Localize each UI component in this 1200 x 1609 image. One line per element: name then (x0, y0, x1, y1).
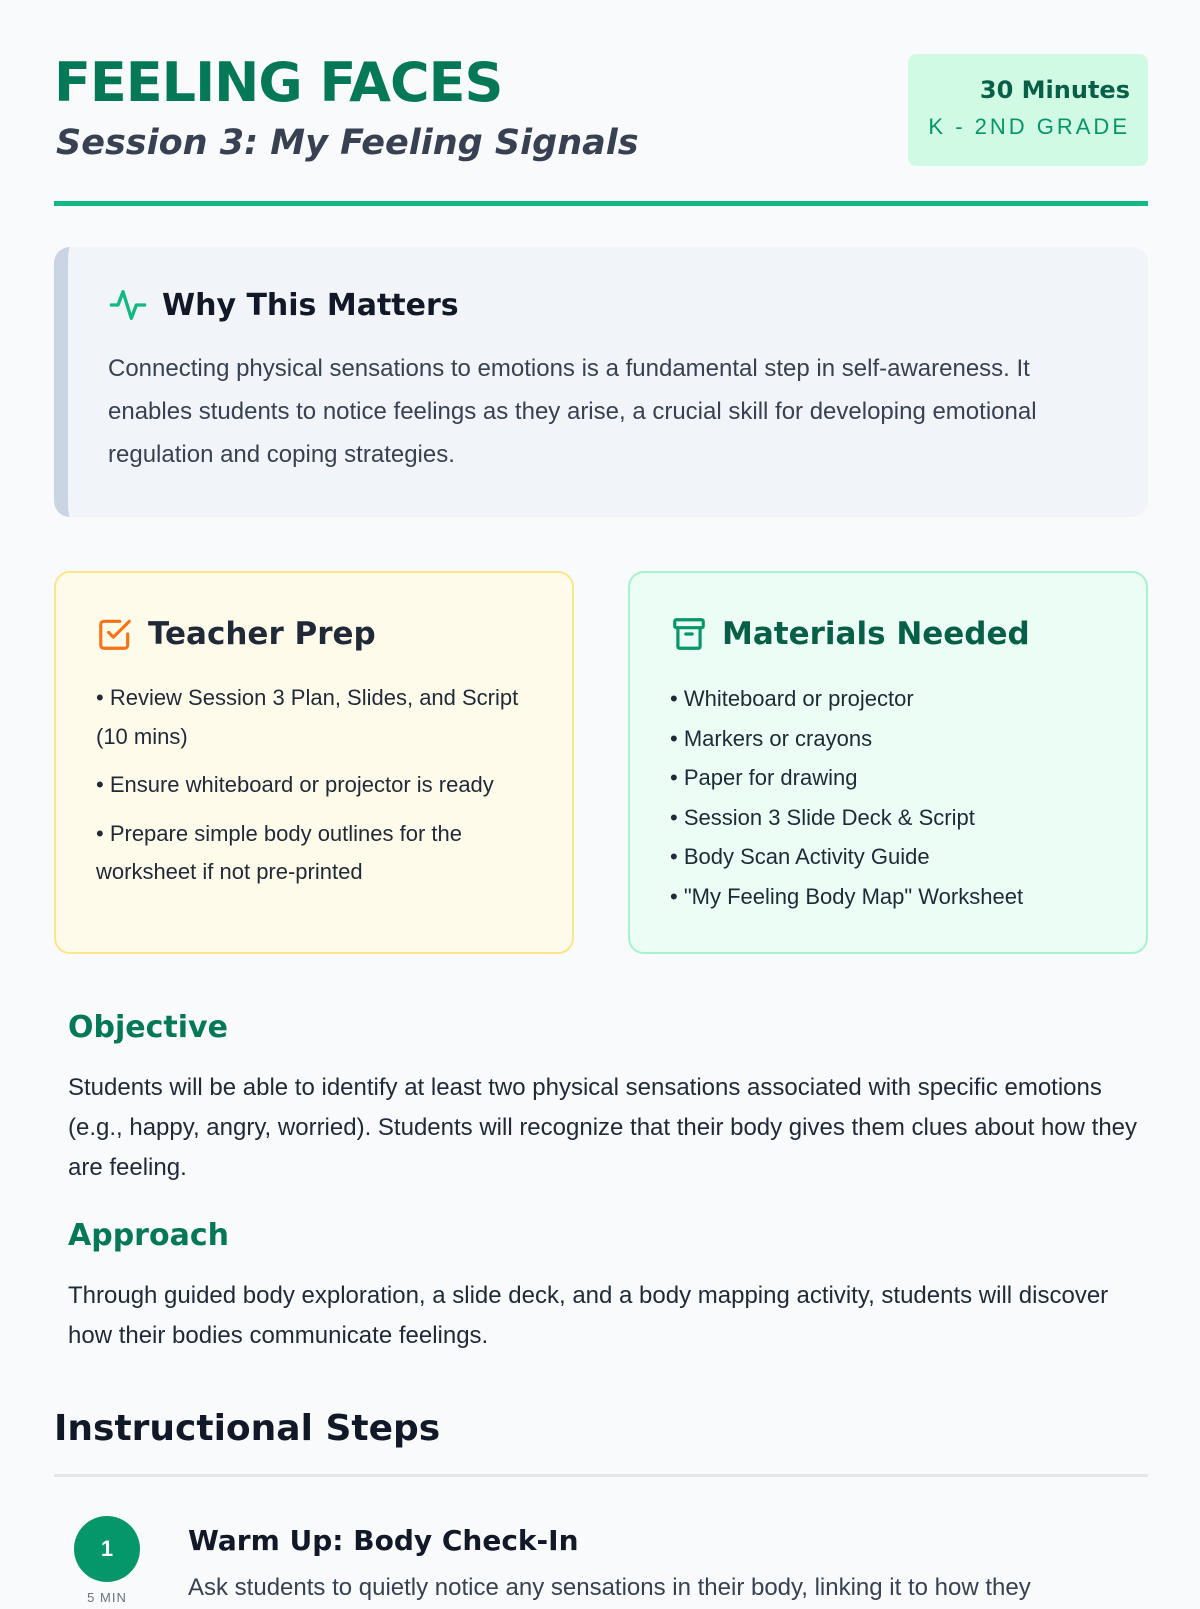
page-title: FEELING FACES (54, 51, 503, 114)
divider (54, 1474, 1148, 1477)
objective-text: Students will be able to identify at least two physical sensations associated with specific emotions (e.g., happy, angry, worried). Students will recognize that their body gives them clues about how they are feeling. (68, 1074, 1138, 1181)
materials-card (628, 571, 1148, 954)
approach-heading: Approach (68, 1218, 229, 1253)
materials-list (670, 679, 1106, 917)
why-this-matters-panel (54, 247, 1148, 517)
list-item: • Session 3 Slide Deck & Script (670, 804, 975, 830)
teacher-prep-list (96, 679, 532, 892)
pulse-icon (108, 285, 148, 325)
list-item: • Review Session 3 Plan, Slides, and Script (10 mins) (96, 685, 519, 749)
step-title: Warm Up: Body Check-In (188, 1524, 579, 1557)
approach-text: Through guided body exploration, a slide deck, and a body mapping activity, students will discover how their bodies communicate feelings. (68, 1282, 1109, 1349)
duration-label: 30 Minutes (979, 76, 1130, 104)
list-item: • "My Feeling Body Map" Worksheet (670, 883, 1024, 909)
objective-heading: Objective (68, 1010, 228, 1045)
list-item: • Prepare simple body outlines for the worksheet if not pre-printed (96, 820, 463, 884)
step-number-badge: 1 (74, 1516, 140, 1582)
session-meta-badge (908, 54, 1148, 166)
teacher-prep-card (54, 571, 574, 954)
grade-label: K - 2ND GRADE (928, 114, 1130, 139)
materials-title: Materials Needed (722, 616, 1030, 652)
why-title: Why This Matters (162, 287, 459, 323)
header (54, 0, 1148, 206)
step-text: Ask students to quietly notice any sensations in their body, linking it to how they (188, 1574, 1031, 1601)
teacher-prep-title: Teacher Prep (148, 616, 376, 652)
lesson-plan-page (54, 0, 1148, 1605)
list-item: • Ensure whiteboard or projector is ready (96, 772, 494, 797)
list-item: • Whiteboard or projector (670, 686, 914, 711)
list-item: • Markers or crayons (670, 725, 873, 751)
why-text: Connecting physical sensations to emotions is a fundamental step in self-awareness. It enables students to notice feelings as they arise, a crucial skill for developing emotional regulation and coping strategies. (108, 355, 1037, 469)
checkbox-icon (96, 615, 134, 653)
step-duration: 5 MIN (87, 1590, 127, 1605)
archive-icon (670, 615, 708, 653)
session-subtitle: Session 3: My Feeling Signals (56, 123, 639, 163)
steps-heading: Instructional Steps (54, 1408, 441, 1449)
list-item: • Body Scan Activity Guide (670, 844, 930, 870)
list-item: • Paper for drawing (670, 765, 858, 791)
